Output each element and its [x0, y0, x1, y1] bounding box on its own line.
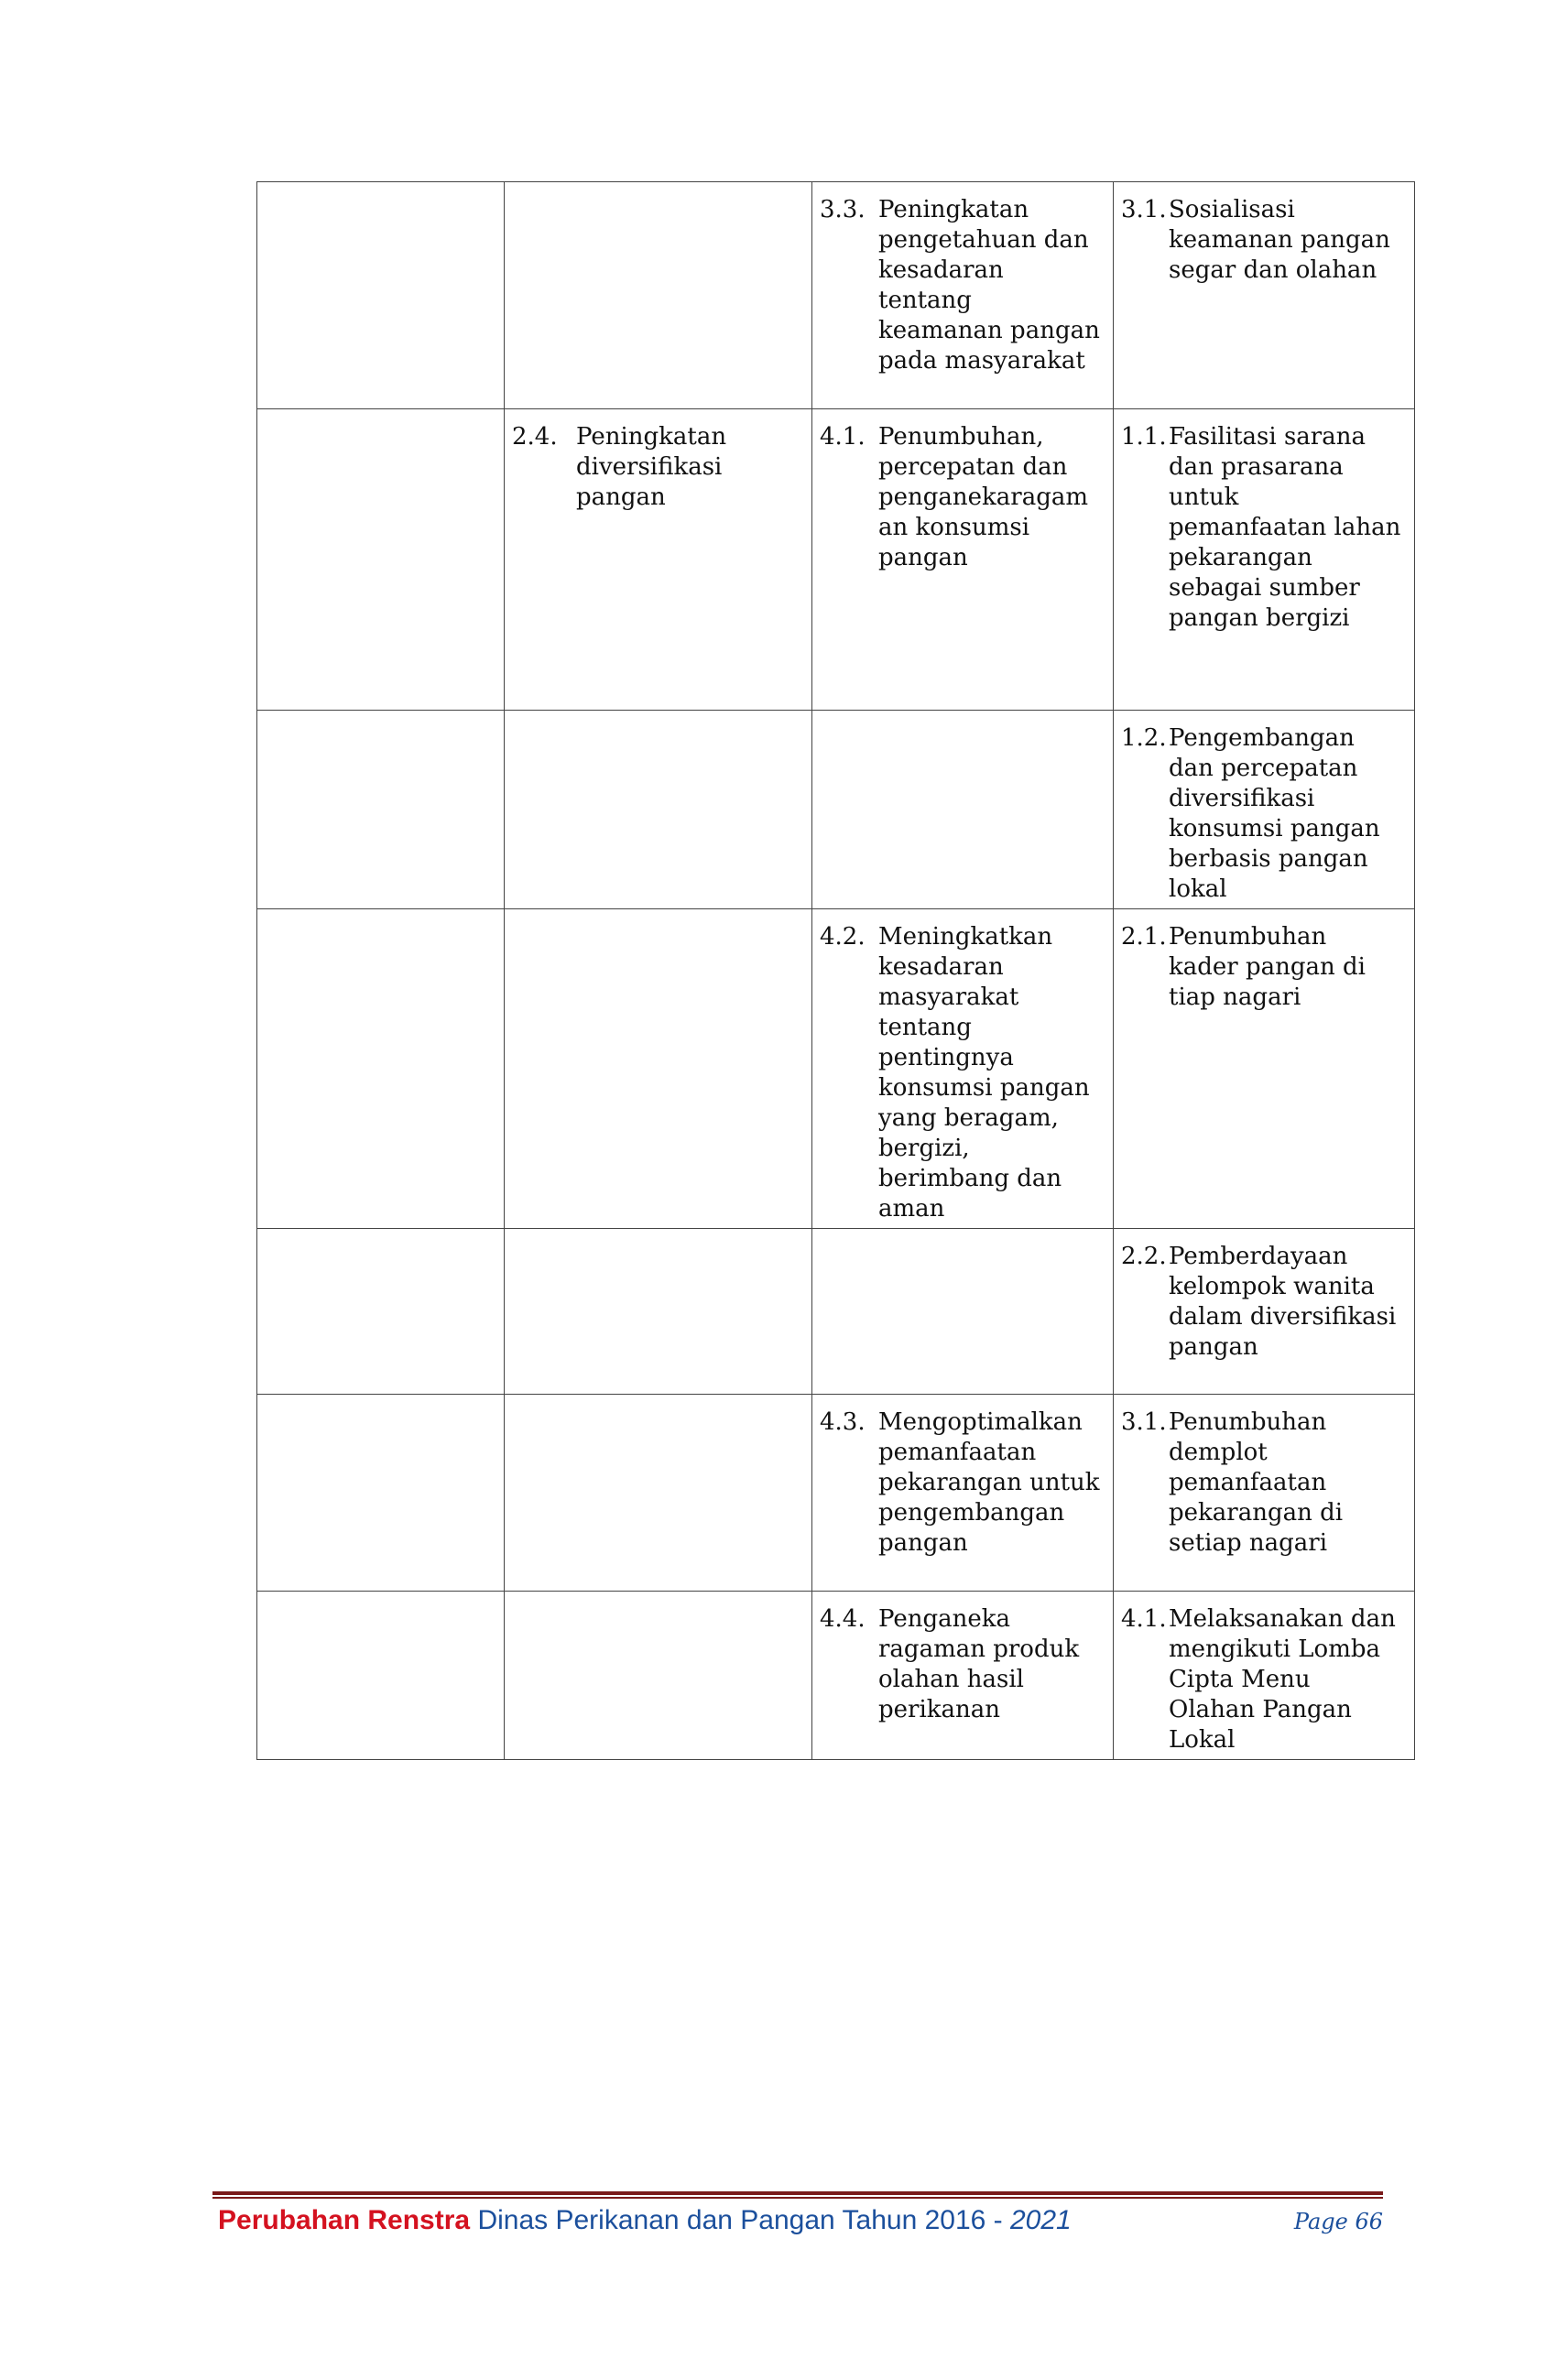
item-text: Melaksanakan dan mengikuti Lomba Cipta Menu Olahan Pangan Lokal — [1169, 1605, 1396, 1754]
cell-col2 — [505, 1592, 812, 1760]
table-row — [257, 1229, 1415, 1395]
cell-col4 — [1114, 1229, 1415, 1395]
item-text: Penumbuhan kader pangan di tiap nagari — [1169, 923, 1366, 1011]
table-row — [257, 409, 1415, 711]
item-text: Mengoptimalkan pemanfaatan pekarangan untuk pengembangan pangan — [878, 1408, 1100, 1557]
footer-title-bold: Perubahan Renstra — [218, 2205, 471, 2235]
item-number: 4.1. — [820, 423, 866, 451]
item-number: 1.1. — [1121, 423, 1167, 451]
cell-col3 — [812, 1229, 1114, 1395]
cell-col3 — [812, 409, 1114, 711]
item-number: 4.3. — [820, 1408, 866, 1436]
footer-title-year: 2021 — [1010, 2205, 1072, 2235]
item-number: 4.2. — [820, 923, 866, 951]
table-row — [257, 1395, 1415, 1592]
page-footer — [218, 2205, 1383, 2242]
cell-col1 — [257, 1592, 505, 1760]
table-row — [257, 909, 1415, 1229]
table-row — [257, 711, 1415, 909]
cell-col4 — [1114, 909, 1415, 1229]
item-text: Meningkatkan kesadaran masyarakat tentang pentingnya konsumsi pangan yang beragam, bergizi, berimbang dan aman — [878, 923, 1090, 1223]
item-text: Pengembangan dan percepatan diversifikasi konsumsi pangan berbasis pangan lokal — [1169, 724, 1380, 903]
cell-col2 — [505, 409, 812, 711]
item-number: 4.4. — [820, 1605, 866, 1633]
cell-col3 — [812, 1395, 1114, 1592]
item-text: Pemberdayaan kelompok wanita dalam diversifikasi pangan — [1169, 1243, 1397, 1361]
item-text: Peningkatan diversifikasi pangan — [576, 423, 727, 511]
cell-col1 — [257, 1229, 505, 1395]
cell-col1 — [257, 711, 505, 909]
item-number: 3.1. — [1121, 196, 1167, 223]
cell-col4 — [1114, 711, 1415, 909]
page-number: Page 66 — [1293, 2209, 1383, 2234]
item-text: Penumbuhan demplot pemanfaatan pekarangan di setiap nagari — [1169, 1408, 1344, 1557]
item-text: Penumbuhan, percepatan dan penganekaragam an konsumsi pangan — [878, 423, 1089, 571]
cell-col2 — [505, 909, 812, 1229]
item-number: 2.1. — [1121, 923, 1167, 951]
cell-col4 — [1114, 1592, 1415, 1760]
cell-col2 — [505, 1229, 812, 1395]
footer-rule-thin — [212, 2197, 1383, 2199]
cell-col3 — [812, 711, 1114, 909]
cell-col1 — [257, 182, 505, 409]
footer-title-rest: Dinas Perikanan dan Pangan Tahun 2016 - — [477, 2205, 1003, 2235]
strategy-table — [256, 181, 1415, 1760]
item-number: 4.1. — [1121, 1605, 1167, 1633]
cell-col3 — [812, 909, 1114, 1229]
cell-col1 — [257, 1395, 505, 1592]
cell-col1 — [257, 909, 505, 1229]
cell-col2 — [505, 182, 812, 409]
footer-rule-thick — [212, 2191, 1383, 2195]
cell-col2 — [505, 711, 812, 909]
cell-col4 — [1114, 409, 1415, 711]
item-number: 3.1. — [1121, 1408, 1167, 1436]
cell-col1 — [257, 409, 505, 711]
item-number: 3.3. — [820, 196, 866, 223]
item-number: 2.2. — [1121, 1243, 1167, 1270]
item-text: Fasilitasi sarana dan prasarana untuk pemanfaatan lahan pekarangan sebagai sumber pangan bergizi — [1169, 423, 1401, 632]
table-row — [257, 1592, 1415, 1760]
item-number: 1.2. — [1121, 724, 1167, 752]
item-number: 2.4. — [512, 423, 558, 451]
cell-col3 — [812, 1592, 1114, 1760]
cell-col2 — [505, 1395, 812, 1592]
cell-col4 — [1114, 1395, 1415, 1592]
table-row — [257, 182, 1415, 409]
cell-col4 — [1114, 182, 1415, 409]
item-text: Peningkatan pengetahuan dan kesadaran tentang keamanan pangan pada masyarakat — [878, 196, 1100, 375]
item-text: Penganeka ragaman produk olahan hasil perikanan — [878, 1605, 1080, 1723]
cell-col3 — [812, 182, 1114, 409]
item-text: Sosialisasi keamanan pangan segar dan olahan — [1169, 196, 1390, 284]
